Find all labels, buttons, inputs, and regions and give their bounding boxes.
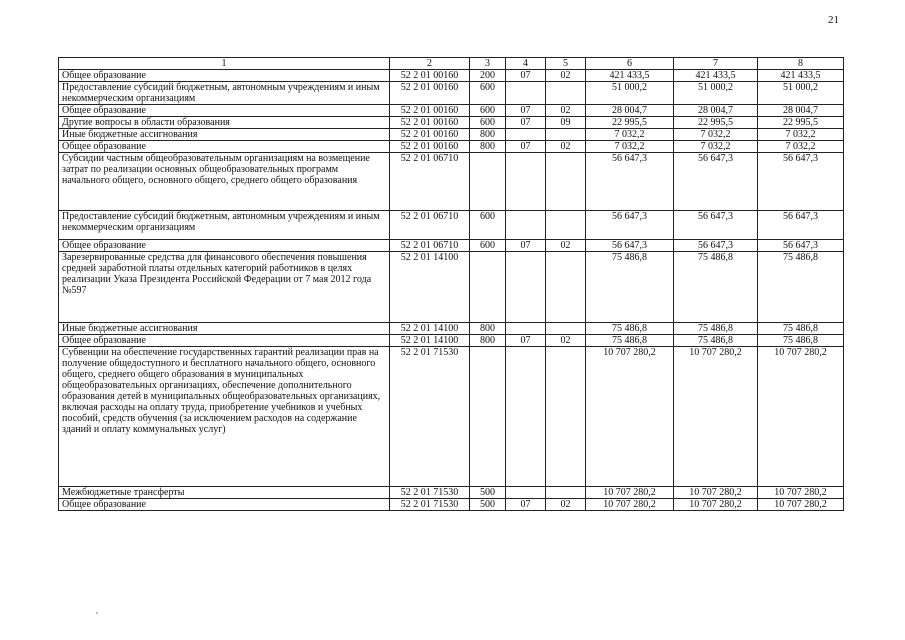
amount-col7-cell: 56 647,3 [674,153,758,211]
table-row [59,117,844,129]
table-row [59,105,844,117]
expense-type-cell: 200 [470,70,506,82]
expense-name-cell: Зарезервированные средства для финансового обеспечения повышения средней заработной платы отдельных категорий работников в целях реализации Указа Президента Российской Федерации от 7 мая 2012 года №597 [59,252,390,323]
expense-type-cell: 600 [470,82,506,105]
expense-name-cell: Общее образование [59,240,390,252]
amount-col8-cell: 75 486,8 [758,252,844,323]
amount-col8-cell: 75 486,8 [758,323,844,335]
subsection-cell: 02 [546,240,586,252]
page-number: 21 [828,14,839,26]
section-cell [506,82,546,105]
header-cell: 1 [59,58,390,70]
amount-col7-cell: 56 647,3 [674,211,758,240]
subsection-cell [546,211,586,240]
section-cell [506,129,546,141]
expense-type-cell: 800 [470,323,506,335]
amount-col6-cell: 75 486,8 [586,335,674,347]
header-cell: 6 [586,58,674,70]
expense-name-cell: Общее образование [59,335,390,347]
amount-col8-cell: 421 433,5 [758,70,844,82]
amount-col7-cell: 22 995,5 [674,117,758,129]
table-row [59,240,844,252]
amount-col6-cell: 75 486,8 [586,323,674,335]
amount-col8-cell: 10 707 280,2 [758,499,844,511]
subsection-cell [546,252,586,323]
table-row [59,141,844,153]
section-cell: 07 [506,240,546,252]
subsection-cell: 02 [546,335,586,347]
section-cell [506,252,546,323]
expense-type-cell: 600 [470,240,506,252]
table-row [59,70,844,82]
amount-col8-cell: 56 647,3 [758,211,844,240]
target-code-cell: 52 2 01 71530 [390,499,470,511]
table-row [59,347,844,487]
subsection-cell: 02 [546,499,586,511]
section-cell [506,487,546,499]
expense-type-cell: 600 [470,105,506,117]
expense-name-cell: Предоставление субсидий бюджетным, автономным учреждениям и иным некоммерческим организациям [59,82,390,105]
target-code-cell: 52 2 01 14100 [390,335,470,347]
amount-col6-cell: 56 647,3 [586,211,674,240]
amount-col6-cell: 421 433,5 [586,70,674,82]
header-cell: 8 [758,58,844,70]
amount-col7-cell: 51 000,2 [674,82,758,105]
amount-col6-cell: 7 032,2 [586,141,674,153]
table-row [59,153,844,211]
expense-type-cell [470,153,506,211]
header-row [59,58,844,70]
target-code-cell: 52 2 01 06710 [390,240,470,252]
amount-col7-cell: 10 707 280,2 [674,487,758,499]
section-cell: 07 [506,105,546,117]
target-code-cell: 52 2 01 00160 [390,129,470,141]
amount-col6-cell: 51 000,2 [586,82,674,105]
table-row [59,335,844,347]
amount-col7-cell: 7 032,2 [674,141,758,153]
amount-col7-cell: 28 004,7 [674,105,758,117]
expense-name-cell: Общее образование [59,105,390,117]
target-code-cell: 52 2 01 71530 [390,347,470,487]
header-cell: 4 [506,58,546,70]
expense-name-cell: Общее образование [59,499,390,511]
table-row [59,323,844,335]
expense-name-cell: Предоставление субсидий бюджетным, автономным учреждениям и иным некоммерческим организациям [59,211,390,240]
table-row [59,487,844,499]
amount-col8-cell: 7 032,2 [758,141,844,153]
subsection-cell [546,82,586,105]
table-row [59,252,844,323]
amount-col6-cell: 10 707 280,2 [586,499,674,511]
section-cell [506,153,546,211]
subsection-cell [546,347,586,487]
section-cell: 07 [506,70,546,82]
amount-col8-cell: 56 647,3 [758,153,844,211]
amount-col7-cell: 7 032,2 [674,129,758,141]
section-cell [506,323,546,335]
scan-speck [96,612,98,614]
expense-type-cell: 800 [470,129,506,141]
expense-name-cell: Субвенции на обеспечение государственных гарантий реализации прав на получение общедоступного и бесплатного начального общего, основного общего, среднего общего образования в муниципальных общеобразовательных организациях, обеспечение дополнительного образования детей в муниципальных общеобразовательных организациях, включая расходы на оплату труда, приобретение учебников и учебных пособий, средств обучения (за исключением расходов на содержание зданий и оплату коммунальных услуг) [59,347,390,487]
expense-type-cell: 500 [470,487,506,499]
table-row [59,129,844,141]
subsection-cell [546,323,586,335]
amount-col8-cell: 22 995,5 [758,117,844,129]
expense-type-cell: 800 [470,335,506,347]
target-code-cell: 52 2 01 00160 [390,117,470,129]
amount-col8-cell: 51 000,2 [758,82,844,105]
subsection-cell [546,153,586,211]
amount-col6-cell: 56 647,3 [586,240,674,252]
section-cell: 07 [506,141,546,153]
amount-col6-cell: 22 995,5 [586,117,674,129]
amount-col7-cell: 75 486,8 [674,323,758,335]
expense-name-cell: Другие вопросы в области образования [59,117,390,129]
amount-col6-cell: 7 032,2 [586,129,674,141]
amount-col8-cell: 10 707 280,2 [758,487,844,499]
amount-col6-cell: 10 707 280,2 [586,347,674,487]
amount-col7-cell: 421 433,5 [674,70,758,82]
amount-col7-cell: 56 647,3 [674,240,758,252]
amount-col8-cell: 28 004,7 [758,105,844,117]
amount-col8-cell: 56 647,3 [758,240,844,252]
amount-col6-cell: 75 486,8 [586,252,674,323]
subsection-cell: 02 [546,70,586,82]
expense-name-cell: Межбюджетные трансферты [59,487,390,499]
header-cell: 7 [674,58,758,70]
header-cell: 2 [390,58,470,70]
subsection-cell: 02 [546,105,586,117]
amount-col7-cell: 75 486,8 [674,252,758,323]
header-cell: 3 [470,58,506,70]
target-code-cell: 52 2 01 14100 [390,252,470,323]
subsection-cell: 09 [546,117,586,129]
expense-type-cell: 600 [470,117,506,129]
target-code-cell: 52 2 01 06710 [390,211,470,240]
expense-name-cell: Иные бюджетные ассигнования [59,129,390,141]
amount-col7-cell: 75 486,8 [674,335,758,347]
table-row [59,82,844,105]
table-row [59,499,844,511]
target-code-cell: 52 2 01 00160 [390,141,470,153]
expense-type-cell: 600 [470,211,506,240]
amount-col7-cell: 10 707 280,2 [674,347,758,487]
expense-name-cell: Иные бюджетные ассигнования [59,323,390,335]
header-cell: 5 [546,58,586,70]
expense-type-cell: 800 [470,141,506,153]
target-code-cell: 52 2 01 00160 [390,82,470,105]
section-cell: 07 [506,499,546,511]
amount-col8-cell: 75 486,8 [758,335,844,347]
subsection-cell [546,129,586,141]
subsection-cell: 02 [546,141,586,153]
amount-col6-cell: 28 004,7 [586,105,674,117]
section-cell: 07 [506,335,546,347]
expense-type-cell [470,252,506,323]
table-row [59,211,844,240]
expense-name-cell: Общее образование [59,141,390,153]
section-cell [506,347,546,487]
target-code-cell: 52 2 01 71530 [390,487,470,499]
section-cell [506,211,546,240]
expense-type-cell [470,347,506,487]
expense-name-cell: Субсидии частным общеобразовательным организациям на возмещение затрат по реализации основных общеобразовательных программ начального общего, основного общего, среднего общего образования [59,153,390,211]
amount-col8-cell: 7 032,2 [758,129,844,141]
expense-type-cell: 500 [470,499,506,511]
amount-col7-cell: 10 707 280,2 [674,499,758,511]
section-cell: 07 [506,117,546,129]
target-code-cell: 52 2 01 00160 [390,70,470,82]
target-code-cell: 52 2 01 14100 [390,323,470,335]
amount-col6-cell: 10 707 280,2 [586,487,674,499]
target-code-cell: 52 2 01 06710 [390,153,470,211]
budget-table [58,57,844,511]
target-code-cell: 52 2 01 00160 [390,105,470,117]
subsection-cell [546,487,586,499]
amount-col8-cell: 10 707 280,2 [758,347,844,487]
amount-col6-cell: 56 647,3 [586,153,674,211]
expense-name-cell: Общее образование [59,70,390,82]
